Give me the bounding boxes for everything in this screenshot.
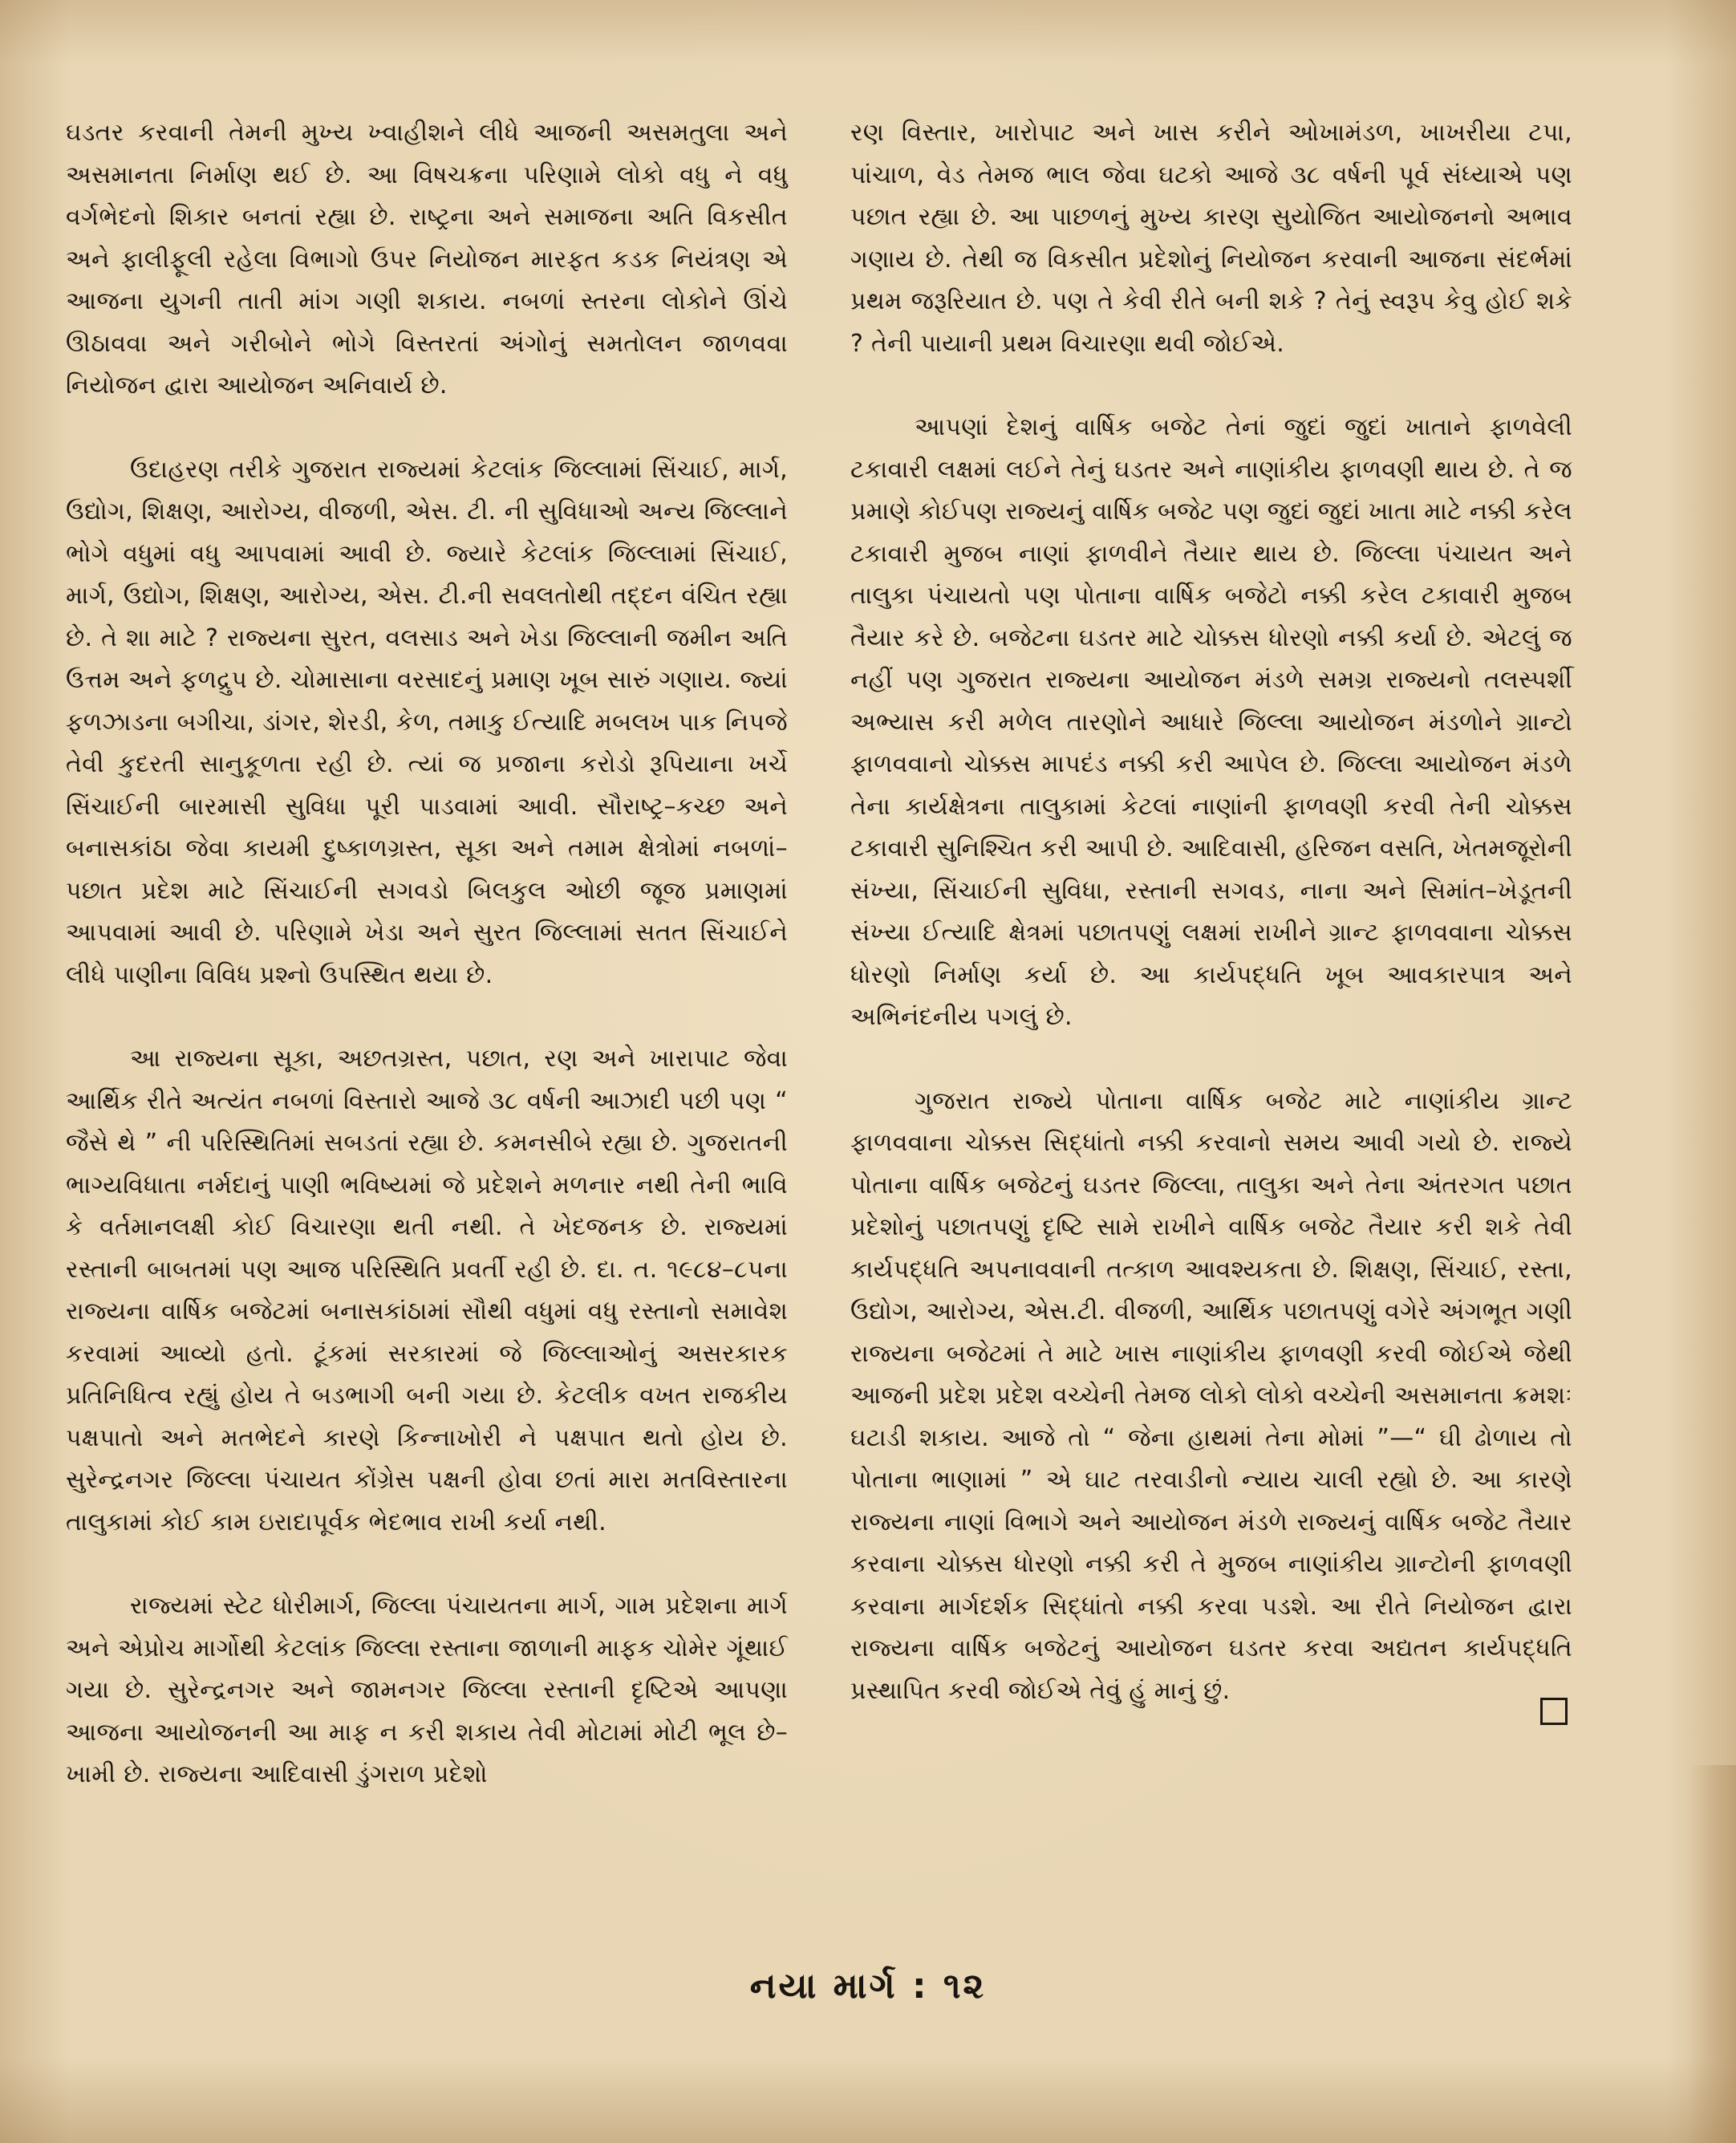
- end-of-article-square-icon: [1540, 1698, 1568, 1725]
- paragraph: રણ વિસ્તાર, ખારોપાટ અને ખાસ કરીને ઓખામંડળ, ખાખરીયા ટપા, પાંચાળ, વેડ તેમજ ભાલ જેવા ઘટકો આજે ૩૮ વર્ષની પૂર્વ સંધ્યાએ પણ પછાત રહ્યા છે. આ પાછળનું મુખ્ય કારણ સુયોજિત આયોજનનો અભાવ ગણાય છે. તેથી જ વિકસીત પ્રદેશોનું નિયોજન કરવાની આજના સંદર્ભમાં પ્રથમ જરૂરિયાત છે. પણ તે કેવી રીતે બની શકે ? તેનું સ્વરૂપ કેવુ હોઈ શકે ? તેની પાયાની પ્રથમ વિચારણા થવી જોઈએ.: [850, 119, 1572, 358]
- left-column: [66, 112, 788, 1838]
- paragraph: ઘડતર કરવાની તેમની મુખ્ય ખ્વાહીશને લીધે આજની અસમતુલા અને અસમાનતા નિર્માણ થઈ છે. આ વિષચક્રના પરિણામે લોકો વધુ ને વધુ વર્ગભેદનો શિકાર બનતાં રહ્યા છે. રાષ્ટ્રના અને સમાજના અતિ વિકસીત અને ફાલીફૂલી રહેલા વિભાગો ઉપર નિયોજન મારફત કડક નિયંત્રણ એ આજના યુગની તાતી માંગ ગણી શકાય. નબળાં સ્તરના લોકોને ઊંચે ઊઠાવવા અને ગરીબોને ભોગે વિસ્તરતાં અંગોનું સમતોલન જાળવવા નિયોજન દ્વારા આયોજન અનિવાર્ય છે.: [66, 119, 788, 400]
- paragraph: આપણાં દેશનું વાર્ષિક બજેટ તેનાં જુદાં જુદાં ખાતાને ફાળવેલી ટકાવારી લક્ષમાં લઈને તેનું ઘડતર અને નાણાંકીય ફાળવણી થાય છે. તે જ પ્રમાણે કોઈપણ રાજ્યનું વાર્ષિક બજેટ પણ જુદાં જુદાં ખાતા માટે નક્કી કરેલ ટકાવારી મુજબ નાણાં ફાળવીને તૈયાર થાય છે. જિલ્લા પંચાયત અને તાલુકા પંચાયતો પણ પોતાના વાર્ષિક બજેટો નક્કી કરેલ ટકાવારી મુજબ તૈયાર કરે છે. બજેટના ઘડતર માટે ચોક્કસ ધોરણો નક્કી કર્યા છે. એટલું જ નહીં પણ ગુજરાત રાજ્યના આયોજન મંડળે સમગ્ર રાજ્યનો તલસ્પર્શી અભ્યાસ કરી મળેલ તારણોને આધારે જિલ્લા આયોજન મંડળોને ગ્રાન્ટો ફાળવવાનો ચોક્કસ માપદંડ નક્કી કરી આપેલ છે. જિલ્લા આયોજન મંડળે તેના કાર્યક્ષેત્રના તાલુકામાં કેટલાં નાણાંની ફાળવણી કરવી તેની ચોક્કસ ટકાવારી સુનિશ્ચિત કરી આપી છે. આદિવાસી, હરિજન વસતિ, ખેતમજૂરોની સંખ્યા, સિંચાઈની સુવિધા, રસ્તાની સગવડ, નાના અને સિમાંત–ખેડૂતની સંખ્યા ઈત્યાદિ ક્ષેત્રમાં પછાતપણું લક્ષમાં રાખીને ગ્રાન્ટ ફાળવવાના ચોક્કસ ધોરણો નિર્માણ કર્યા છે. આ કાર્યપદ્ધતિ ખૂબ આવકારપાત્ર અને અભિનંદનીય પગલું છે.: [850, 413, 1572, 1031]
- right-column: [850, 112, 1572, 1754]
- paragraph: ઉદાહરણ તરીકે ગુજરાત રાજ્યમાં કેટલાંક જિલ્લામાં સિંચાઈ, માર્ગ, ઉદ્યોગ, શિક્ષણ, આરોગ્ય, વીજળી, એસ. ટી. ની સુવિધાઓ અન્ય જિલ્લાને ભોગે વધુમાં વધુ આપવામાં આવી છે. જ્યારે કેટલાંક જિલ્લામાં સિંચાઈ, માર્ગ, ઉદ્યોગ, શિક્ષણ, આરોગ્ય, એસ. ટી.ની સવલતોથી તદ્દન વંચિત રહ્યા છે. તે શા માટે ? રાજ્યના સુરત, વલસાડ અને ખેડા જિલ્લાની જમીન અતિ ઉત્તમ અને ફળદ્રુપ છે. ચોમાસાના વરસાદનું પ્રમાણ ખૂબ સારું ગણાય. જ્યાં ફળઝાડના બગીચા, ડાંગર, શેરડી, કેળ, તમાકુ ઈત્યાદિ મબલખ પાક નિપજે તેવી કુદરતી સાનુકૂળતા રહી છે. ત્યાં જ પ્રજાના કરોડો રૂપિયાના ખર્ચે સિંચાઈની બારમાસી સુવિધા પૂરી પાડવામાં આવી. સૌરાષ્ટ્ર–કચ્છ અને બનાસકાંઠા જેવા કાયમી દુષ્કાળગ્રસ્ત, સૂકા અને તમામ ક્ષેત્રોમાં નબળાં–પછાત પ્રદેશ માટે સિંચાઈની સગવડો બિલકુલ ઓછી જૂજ પ્રમાણમાં આપવામાં આવી છે. પરિણામે ખેડા અને સુરત જિલ્લામાં સતત સિંચાઈને લીધે પાણીના વિવિધ પ્રશ્નો ઉપસ્થિત થયા છે.: [66, 455, 789, 989]
- paragraph: ગુજરાત રાજ્યે પોતાના વાર્ષિક બજેટ માટે નાણાંકીય ગ્રાન્ટ ફાળવવાના ચોક્કસ સિદ્ધાંતો નક્કી કરવાનો સમય આવી ગયો છે. રાજ્યે પોતાના વાર્ષિક બજેટનું ઘડતર જિલ્લા, તાલુકા અને તેના અંતરગત પછાત પ્રદેશોનું પછાતપણું દૃષ્ટિ સામે રાખીને વાર્ષિક બજેટ તૈયાર કરી શકે તેવી કાર્યપદ્ધતિ અપનાવવાની તત્કાળ આવશ્યકતા છે. શિક્ષણ, સિંચાઈ, રસ્તા, ઉદ્યોગ, આરોગ્ય, એસ.ટી. વીજળી, આર્થિક પછાતપણું વગેરે અંગભૂત ગણી રાજ્યના બજેટમાં તે માટે ખાસ નાણાંકીય ફાળવણી કરવી જોઈએ જેથી આજની પ્રદેશ પ્રદેશ વચ્ચેની તેમજ લોકો લોકો વચ્ચેની અસમાનતા ક્રમશઃ ઘટાડી શકાય. આજે તો “ જેના હાથમાં તેના મોમાં ”—“ ઘી ઢોળાય તો પોતાના ભાણામાં ” એ ઘાટ તરવાડીનો ન્યાય ચાલી રહ્યો છે. આ કારણે રાજ્યના નાણાં વિભાગે અને આયોજન મંડળે રાજ્યનું વાર્ષિક બજેટ તૈયાર કરવાના ચોક્કસ ધોરણો નક્કી કરી તે મુજબ નાણાંકીય ગ્રાન્ટોની ફાળવણી કરવાના માર્ગદર્શક સિદ્ધાંતો નક્કી કરવા પડશે. આ રીતે નિયોજન દ્વારા રાજ્યના વાર્ષિક બજેટનું આયોજન ઘડતર કરવા અદ્યતન કાર્યપદ્ધતિ પ્રસ્થાપિત કરવી જોઈએ તેવું હું માનું છું.: [850, 1086, 1572, 1705]
- paragraph: રાજ્યમાં સ્ટેટ ધોરીમાર્ગ, જિલ્લા પંચાયતના માર્ગ, ગામ પ્રદેશના માર્ગ અને એપ્રોચ માર્ગોથી કેટલાંક જિલ્લા રસ્તાના જાળાની માફક ચોમેર ગૂંથાઈ ગયા છે. સુરેન્દ્રનગર અને જામનગર જિલ્લા રસ્તાની દૃષ્ટિએ આપણા આજના આયોજનની આ માફ ન કરી શકાય તેવી મોટામાં મોટી ભૂલ છે–ખામી છે. રાજ્યના આદિવાસી ડુંગરાળ પ્રદેશો: [66, 1592, 788, 1788]
- page-edge-stain: [1688, 1765, 1736, 2143]
- page-footer: નયા માર્ગ : ૧૨: [749, 1966, 987, 2007]
- paragraph: આ રાજ્યના સૂકા, અછતગ્રસ્ત, પછાત, રણ અને ખારાપાટ જેવા આર્થિક રીતે અત્યંત નબળાં વિસ્તારો આજે ૩૮ વર્ષની આઝાદી પછી પણ “ જૈસે થે ” ની પરિસ્થિતિમાં સબડતાં રહ્યા છે. કમનસીબે રહ્યા છે. ગુજરાતની ભાગ્યવિધાતા નર્મદાનું પાણી ભવિષ્યમાં જે પ્રદેશને મળનાર નથી તેની ભાવિ કે વર્તમાનલક્ષી કોઈ વિચારણા થતી નથી. તે ખેદજનક છે. રાજ્યમાં રસ્તાની બાબતમાં પણ આજ પરિસ્થિતિ પ્રવર્તી રહી છે. દા. ત. ૧૯૮૪–૮૫ના રાજ્યના વાર્ષિક બજેટમાં બનાસકાંઠામાં સૌથી વધુમાં વધુ રસ્તાનો સમાવેશ કરવામાં આવ્યો હતો. ટૂંકમાં સરકારમાં જે જિલ્લાઓનું અસરકારક પ્રતિનિધિત્વ રહ્યું હોય તે બડભાગી બની ગયા છે. કેટલીક વખત રાજકીય પક્ષપાતો અને મતભેદને કારણે કિન્નાખોરી ને પક્ષપાત થતો હોય છે. સુરેન્દ્રનગર જિલ્લા પંચાયત કોંગ્રેસ પક્ષની હોવા છતાં મારા મતવિસ્તારના તાલુકામાં કોઈ કામ ઇરાદાપૂર્વક ભેદભાવ રાખી કર્યા નથી.: [66, 1045, 788, 1536]
